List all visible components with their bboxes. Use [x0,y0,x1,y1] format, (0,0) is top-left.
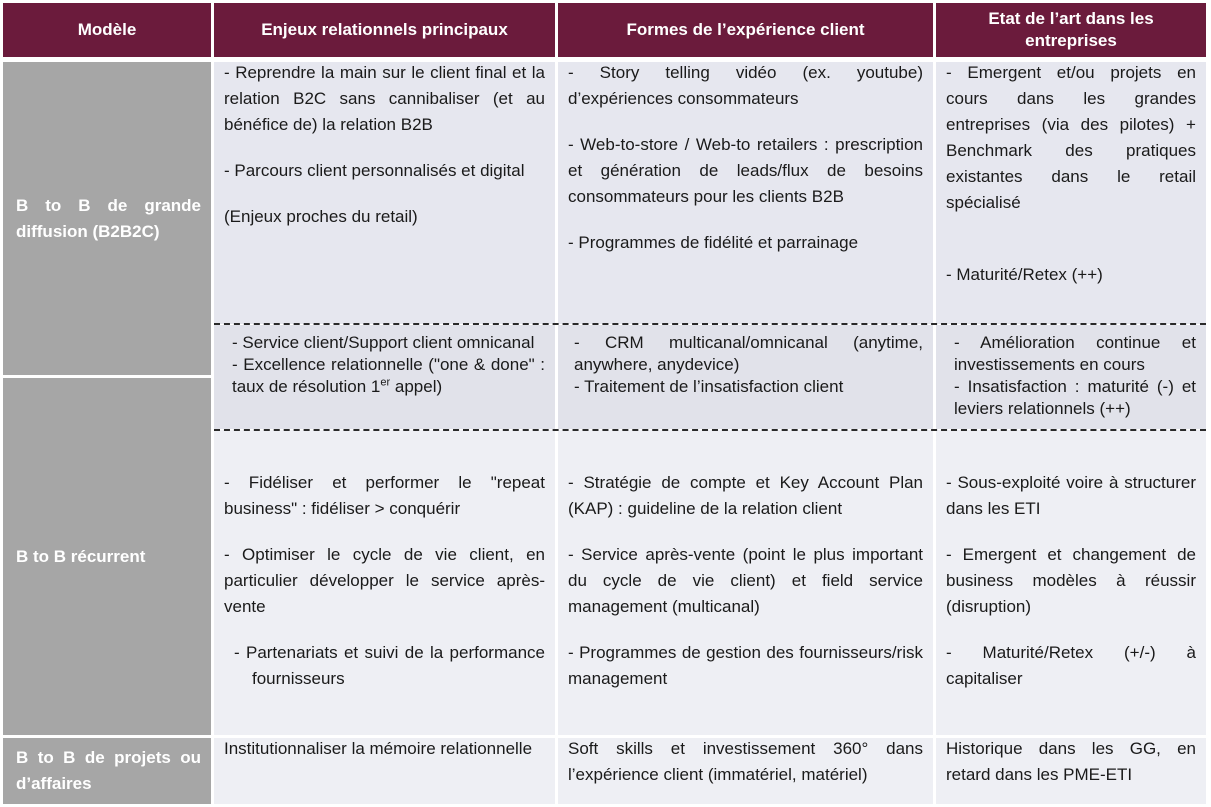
superscript: er [380,376,391,389]
model-recurrent: B to B récurrent [3,378,211,735]
row-divider-dashed [214,429,1206,431]
row4-issues [214,736,555,762]
header-issues: Enjeux relationnels principaux [214,3,555,57]
text-item: - Service après-vente (point le plus important du cycle de vie client) et field service management (multicanal) [568,545,923,616]
row4-state [936,736,1206,788]
model-b2b2c: B to B de grande diffusion (B2B2C) [3,62,211,375]
text-item: Institutionnaliser la mémoire relationnelle [224,739,533,758]
text-item: - Maturité/Retex (+/-) à capitaliser [946,643,1196,688]
text-item: Soft skills et investissement 360° dans l’expérience client (immatériel, matériel) [568,739,923,784]
text-item: - Programmes de gestion des fournisseurs/risk management [568,643,923,688]
text-part: appel) [390,377,443,396]
text-item: - Emergent et/ou projets en cours dans les grandes entreprises (via des pilotes) + Benchmark des pratiques existantes dans le retail spécialisé [946,63,1196,212]
text-item: - CRM multicanal/omnicanal (anytime, anywhere, anydevice) [574,333,923,374]
text-item [232,354,545,398]
row2-forms [558,332,933,398]
text-item: - Parcours client personnalisés et digital [224,161,525,180]
text-item: - Maturité/Retex (++) [946,265,1103,284]
text-item: - Partenariats et suivi de la performance fournisseurs [234,643,545,688]
model-projects: B to B de projets ou d’affaires [3,738,211,804]
row1-state [936,60,1206,288]
row2-issues [214,332,555,398]
row2-state [936,332,1206,420]
text-item: - Story telling vidéo (ex. youtube) d’expériences consommateurs [568,63,923,108]
row-divider-dashed [214,323,1206,325]
row1-forms [558,60,933,256]
text-item: - Amélioration continue et investissements en cours [954,333,1196,374]
text-item: - Insatisfaction : maturité (-) et leviers relationnels (++) [954,377,1196,418]
text-item: - Sous-exploité voire à structurer dans les ETI [946,473,1196,518]
text-item: - Service client/Support client omnicanal [232,333,535,352]
text-item: (Enjeux proches du retail) [224,207,418,226]
text-item: - Programmes de fidélité et parrainage [568,233,859,252]
row4-forms [558,736,933,788]
text-item: - Traitement de l’insatisfaction client [574,377,844,396]
row3-issues [214,470,555,692]
text-item: - Reprendre la main sur le client final et la relation B2C sans cannibaliser (et au bénéfice de) la relation B2B [224,63,545,134]
text-item: - Emergent et changement de business modèles à réussir (disruption) [946,545,1196,616]
text-item: - Fidéliser et performer le "repeat business" : fidéliser > conquérir [224,473,545,518]
row1-issues [214,60,555,230]
text-item: - Optimiser le cycle de vie client, en particulier développer le service après-vente [224,545,545,616]
text-item: Historique dans les GG, en retard dans les PME-ETI [946,739,1196,784]
text-part: - Excellence relationnelle ("one & done" : taux de résolution 1 [232,355,545,396]
header-model: Modèle [3,3,211,57]
header-state: Etat de l’art dans les entreprises [936,3,1206,57]
row3-forms [558,470,933,692]
row3-state [936,470,1206,692]
text-item: - Stratégie de compte et Key Account Plan (KAP) : guideline de la relation client [568,473,923,518]
header-forms: Formes de l’expérience client [558,3,933,57]
text-item: - Web-to-store / Web-to retailers : prescription et génération de leads/flux de besoins consommateurs pour les clients B2B [568,135,923,206]
